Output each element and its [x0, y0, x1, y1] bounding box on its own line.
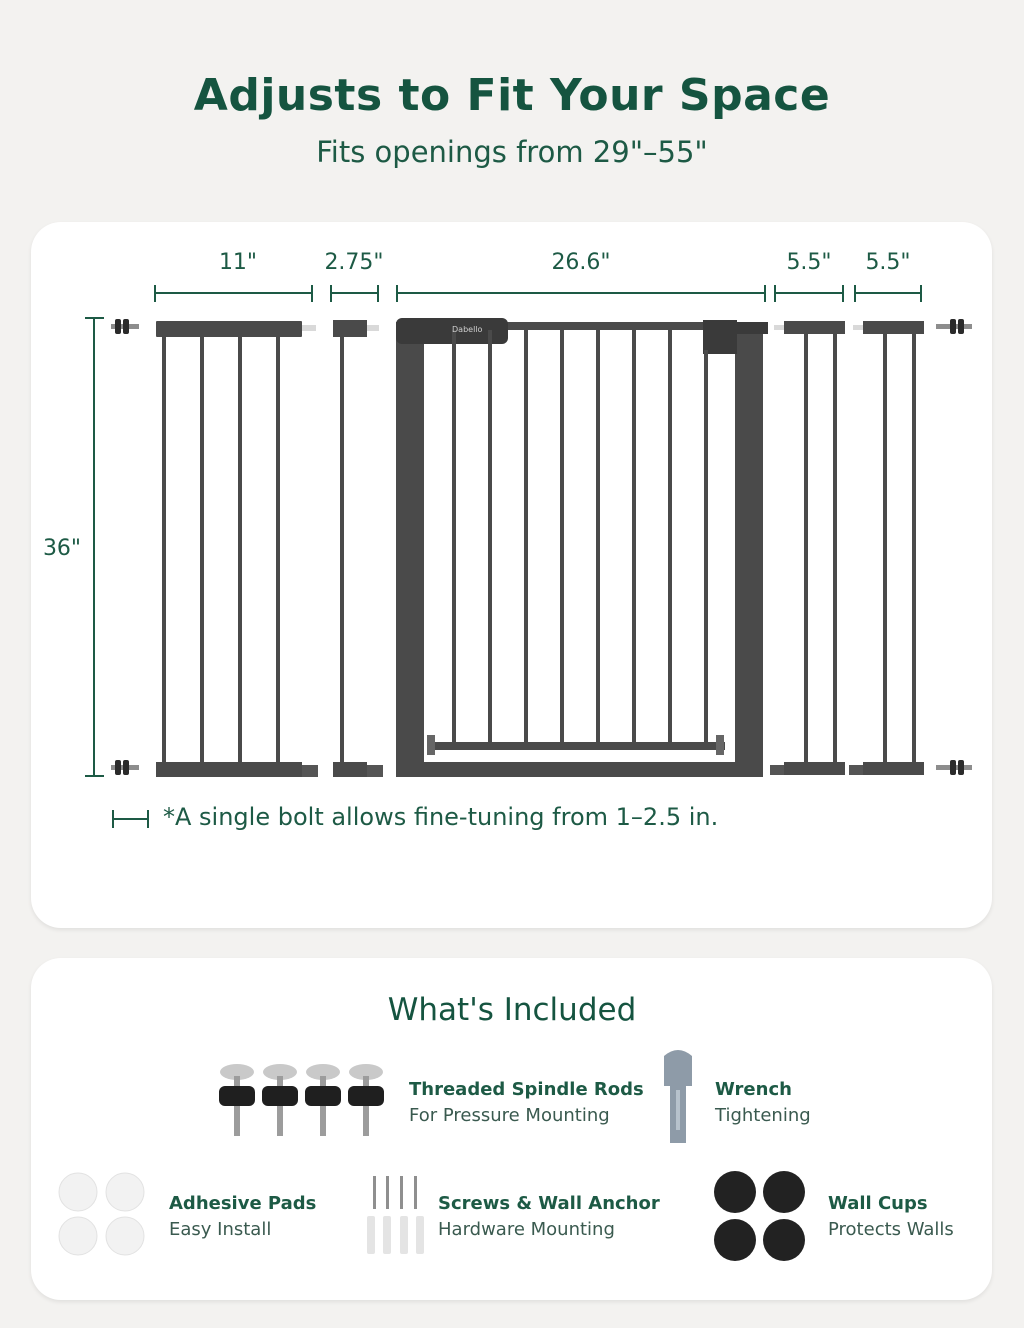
- dim-label-gate: 26.6": [551, 250, 611, 275]
- dim-label-ext1: 11": [218, 250, 258, 275]
- dim-label-height: 36": [42, 536, 82, 561]
- included-title: What's Included: [387, 992, 637, 1028]
- item-name-spindle-rods: Threaded Spindle Rods: [409, 1079, 644, 1100]
- item-sub-wrench: Tightening: [715, 1105, 811, 1126]
- wall-cups-icon: [714, 1171, 805, 1261]
- brand-mark: Dabello: [452, 325, 483, 334]
- item-name-wall-cups: Wall Cups: [828, 1193, 928, 1214]
- extension-5-5-b: [849, 321, 924, 775]
- left-spindles: [111, 319, 139, 775]
- dim-label-ext4: 5.5": [865, 250, 911, 275]
- extension-11: [156, 321, 318, 777]
- item-sub-wall-cups: Protects Walls: [828, 1219, 954, 1240]
- wrench-icon: [664, 1050, 692, 1143]
- adhesive-pads-icon: [59, 1173, 144, 1255]
- page-title: Adjusts to Fit Your Space: [193, 70, 831, 121]
- right-spindles: [936, 319, 972, 775]
- fine-tuning-note: *A single bolt allows fine-tuning from 1–2.5 in.: [163, 803, 719, 831]
- item-sub-spindle-rods: For Pressure Mounting: [409, 1105, 610, 1126]
- main-gate: [396, 318, 768, 777]
- extension-2-75: [333, 320, 383, 777]
- extension-5-5-a: [770, 321, 845, 775]
- item-name-screws: Screws & Wall Anchor: [438, 1193, 660, 1214]
- item-name-adhesive-pads: Adhesive Pads: [169, 1193, 317, 1214]
- spindle-rods-icon: [219, 1064, 384, 1136]
- dim-label-ext3: 5.5": [786, 250, 832, 275]
- dim-label-ext2: 2.75": [324, 250, 384, 275]
- item-sub-adhesive-pads: Easy Install: [169, 1219, 272, 1240]
- screws-icon: [367, 1176, 424, 1254]
- item-sub-screws: Hardware Mounting: [438, 1219, 615, 1240]
- item-name-wrench: Wrench: [715, 1079, 792, 1100]
- page-subtitle: Fits openings from 29"–55": [316, 135, 708, 169]
